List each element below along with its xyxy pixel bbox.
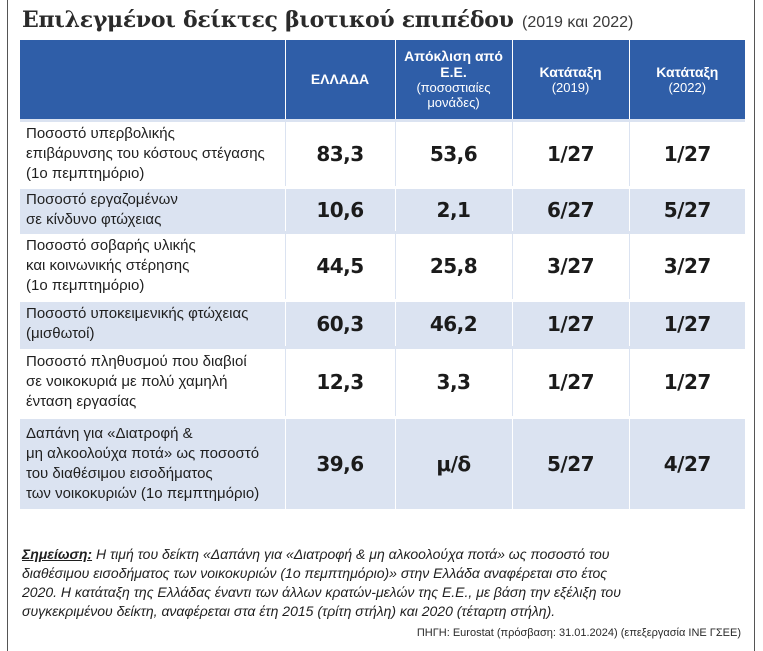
rank-2022-value: 4/27	[629, 417, 745, 509]
rank-2019-value: 1/27	[512, 300, 629, 347]
rank-2019-value: 1/27	[512, 347, 629, 417]
indicator-label	[20, 120, 285, 187]
rank-2022-value: 1/27	[629, 300, 745, 347]
rank-2019-value: 5/27	[512, 417, 629, 509]
greece-value: 60,3	[285, 300, 395, 347]
indicator-label-line: Ποσοστό υποκειμενικής φτώχειας	[26, 304, 249, 322]
rank-2022-value: 1/27	[629, 120, 745, 187]
indicator-label-line: Δαπάνη για «Διατροφή &	[26, 424, 193, 442]
header-greece	[285, 40, 395, 120]
deviation-value: 2,1	[395, 187, 512, 232]
header-rank-2022-year: (2022)	[668, 79, 707, 95]
note-line: διαθέσιμου εισοδήματος των νοικοκυριών (1ο πεμπτημόριο)» στην Ελλάδα αναφέρεται στο έτος	[22, 565, 608, 581]
rank-2022-value: 3/27	[629, 232, 745, 300]
greece-value: 83,3	[285, 120, 395, 187]
table-row	[20, 417, 745, 509]
indicator-label-line: των νοικοκυριών (1ο πεμπτημόριο)	[26, 484, 260, 502]
header-rank-2022-label: Κατάταξη	[656, 63, 719, 80]
indicator-label-line: Ποσοστό σοβαρής υλικής	[26, 237, 196, 254]
indicator-label-line: (μισθωτοί)	[26, 324, 95, 342]
header-deviation-unit: (ποσοστιαίες μονάδες)	[416, 80, 491, 111]
note-lead: Σημείωση:	[22, 546, 93, 562]
header-rank-2019-year: (2019)	[551, 79, 590, 95]
greece-value: 10,6	[285, 187, 395, 232]
indicator-label	[20, 417, 285, 509]
indicators-table	[20, 40, 745, 509]
header-indicator	[20, 40, 285, 120]
rank-2022-value: 5/27	[629, 187, 745, 232]
indicator-label-line: (1ο πεμπτημόριο)	[26, 277, 145, 294]
indicator-label-line: μη αλκοολούχα ποτά» ως ποσοστό	[26, 444, 260, 462]
table-body	[20, 120, 745, 509]
title-row	[22, 7, 633, 33]
header-deviation	[395, 40, 512, 120]
indicator-label	[20, 347, 285, 417]
note	[22, 545, 742, 621]
indicator-label-line: και κοινωνικής στέρησης	[26, 257, 190, 274]
indicator-label	[20, 300, 285, 347]
indicator-label	[20, 187, 285, 232]
indicator-label-line: Ποσοστό υπερβολικής	[26, 124, 175, 142]
rank-2019-value: 1/27	[512, 120, 629, 187]
table-row	[20, 347, 745, 417]
note-line: 2020. Η κατάταξη της Ελλάδας έναντι των άλλων κρατών-μελών της Ε.Ε., με βάση την εξέλιξη του	[22, 584, 621, 600]
note-line: Η τιμή του δείκτη «Δαπάνη για «Διατροφή & μη αλκοολούχα ποτά» ως ποσοστό του	[95, 546, 610, 562]
indicator-label-line: ένταση εργασίας	[26, 393, 137, 410]
table-row	[20, 232, 745, 300]
header-rank-2019-label: Κατάταξη	[539, 63, 602, 80]
header-greece-label: ΕΛΛΑΔΑ	[310, 71, 370, 88]
deviation-value: μ/δ	[395, 417, 512, 509]
chart-title: Επιλεγμένοι δείκτες βιοτικού επιπέδου	[22, 7, 514, 33]
greece-value: 39,6	[285, 417, 395, 509]
indicator-label-line: επιβάρυνσης του κόστους στέγασης	[26, 144, 265, 162]
header-rank-2019	[512, 40, 629, 120]
rank-2022-value: 1/27	[629, 347, 745, 417]
indicator-label-line: σε κίνδυνο φτώχειας	[26, 210, 162, 228]
header-deviation-label: Απόκλιση από Ε.Ε.	[404, 48, 503, 81]
deviation-value: 3,3	[395, 347, 512, 417]
table-row	[20, 300, 745, 347]
deviation-value: 53,6	[395, 120, 512, 187]
source-credit: ΠΗΓΗ: Eurostat (πρόσβαση: 31.01.2024) (επεξεργασία ΙΝΕ ΓΣΕΕ)	[416, 627, 741, 639]
indicator-label-line: Ποσοστό εργαζομένων	[26, 190, 178, 208]
indicator-label-line: σε νοικοκυριά με πολύ χαμηλή	[26, 373, 228, 390]
rank-2019-value: 6/27	[512, 187, 629, 232]
header-row	[20, 40, 745, 120]
indicator-label	[20, 232, 285, 300]
table-row	[20, 120, 745, 187]
indicator-label-line: του διαθέσιμου εισοδήματος	[26, 464, 213, 482]
table-row	[20, 187, 745, 232]
deviation-value: 25,8	[395, 232, 512, 300]
greece-value: 44,5	[285, 232, 395, 300]
chart-subtitle: (2019 και 2022)	[522, 14, 634, 31]
indicator-label-line: (1ο πεμπτημόριο)	[26, 164, 145, 182]
note-line: συγκεκριμένου δείκτη, αναφέρεται στα έτη 2015 (τρίτη στήλη) και 2020 (τέταρτη στήλη).	[22, 603, 556, 619]
deviation-value: 46,2	[395, 300, 512, 347]
indicator-label-line: Ποσοστό πληθυσμού που διαβιοί	[26, 353, 247, 370]
greece-value: 12,3	[285, 347, 395, 417]
rank-2019-value: 3/27	[512, 232, 629, 300]
header-rank-2022	[629, 40, 745, 120]
